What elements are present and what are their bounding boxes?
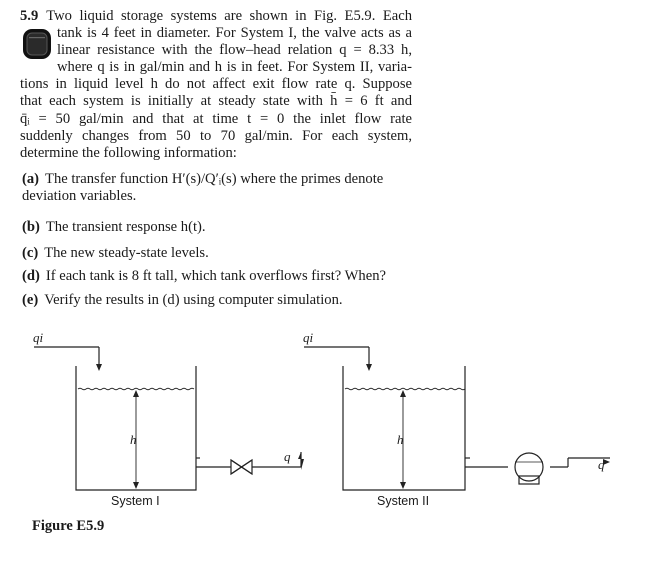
problem-line-8: suddenly changes from 50 to 70 gal/min. For each system, [20,127,412,144]
problem-line-9: determine the following information: [20,144,237,161]
system1-label: System I [111,494,160,508]
problem-line-6: that each system is initially at steady state with h̄ = 6 ft and [20,93,412,110]
system1-inlet-label: qi [33,330,44,345]
problem-number: 5.9 [20,8,39,24]
system1-level-label: h [130,432,137,447]
part-a: (a) The transfer function H′(s)/Q′ᵢ(s) where the primes denote deviation variables. [22,171,384,204]
part-e: (e) Verify the results in (d) using computer simulation. [22,292,343,308]
part-b: (b) The transient response h(t). [22,219,206,235]
problem-line-1: 5.9 Two liquid storage systems are shown in Fig. E5.9. Each [20,8,412,24]
problem-line-2: tank is 4 feet in diameter. For System I, the valve acts as a [57,25,412,42]
problem-line-7: q̄ᵢ = 50 gal/min and that at time t = 0 the inlet flow rate [20,110,412,127]
system1-outlet-label: q [284,449,291,464]
part-c: (c) The new steady-state levels. [22,245,209,261]
system2-level-label: h [397,432,404,447]
problem-line-4: where q is in gal/min and h is in feet. For System II, varia- [57,59,412,76]
part-d: (d) If each tank is 8 ft tall, which tank overflows first? When? [22,268,386,284]
valve-icon [231,460,252,474]
system2-outlet-label: q [598,457,605,472]
problem-line-5: tions in liquid level h do not affect exit flow rate q. Suppose [20,76,412,93]
problem-line-3: linear resistance with the flow–head relation q = 8.33 h, [57,42,412,59]
system2-label: System II [377,494,430,508]
figure-caption: Figure E5.9 [32,518,105,534]
system2-inlet-label: qi [303,330,314,345]
